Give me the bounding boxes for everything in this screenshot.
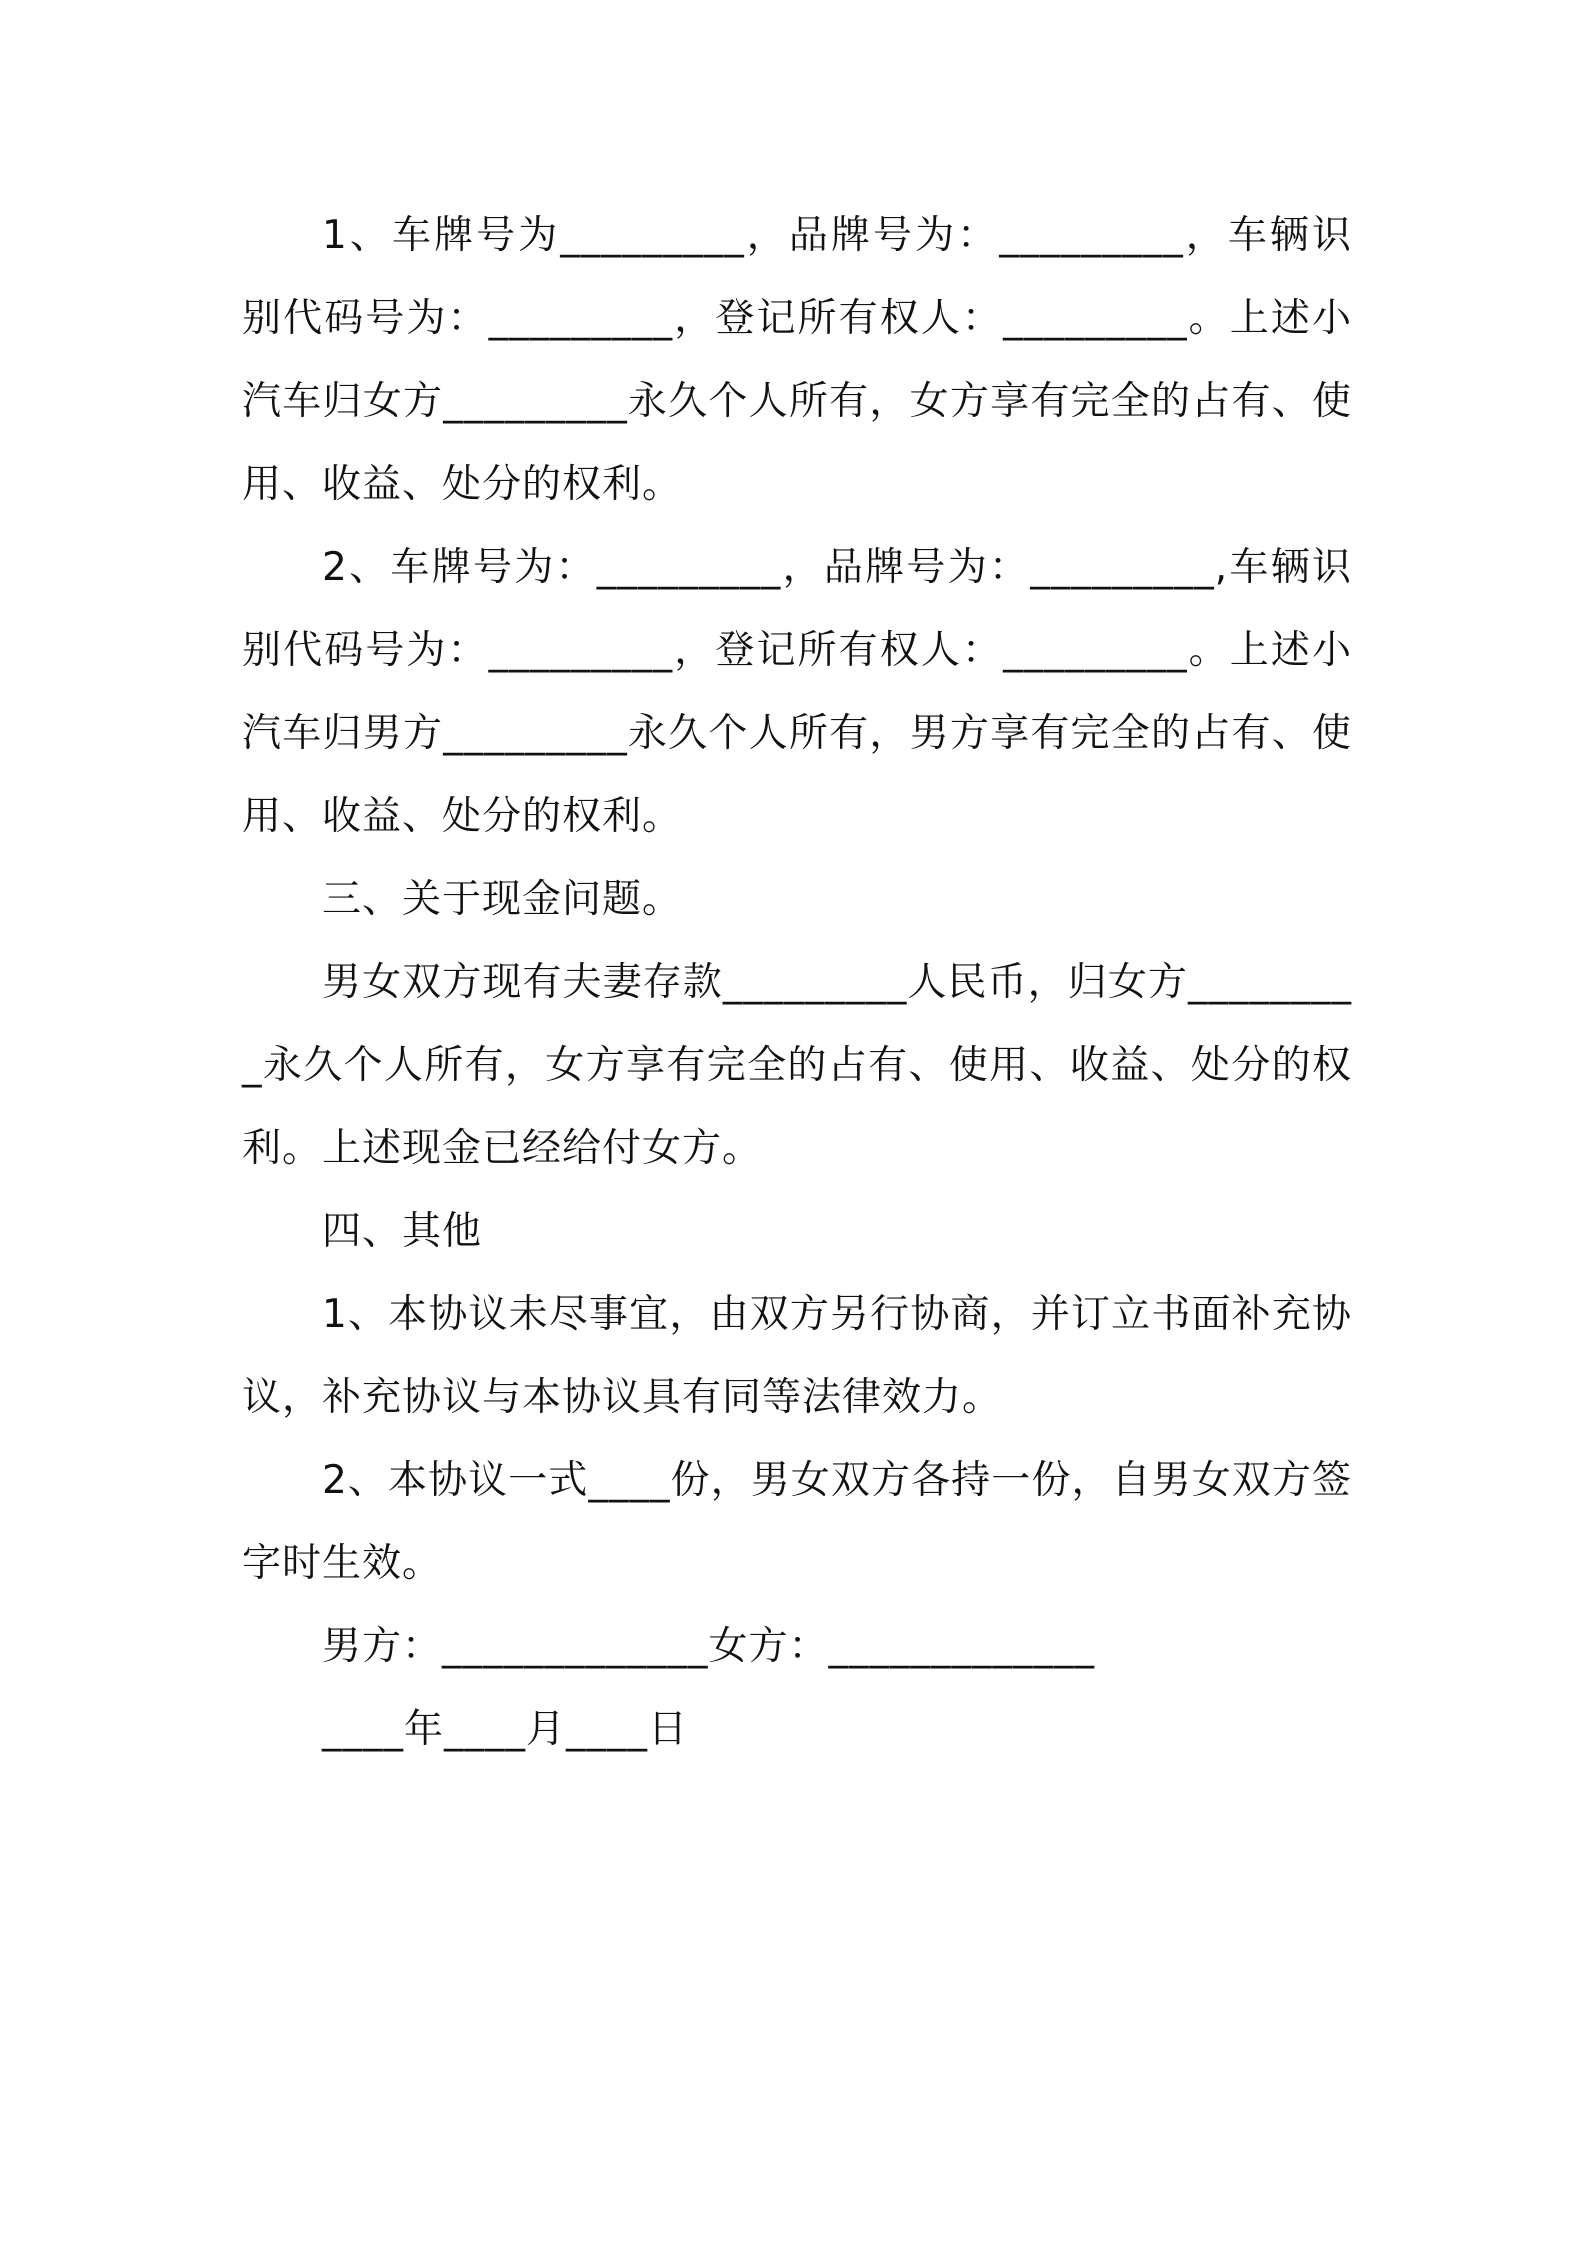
vehicle-clause-1: 1、车牌号为_________，品牌号为：_________，车辆识别代码号为：_________，登记所有权人：_________。上述小汽车归女方_________永久个人所有，女方享有完全的占有、使用、收益、处分的权利。: [242, 213, 1352, 507]
section-heading-other: 四、其他: [322, 1209, 483, 1254]
other-clause-1: 1、本协议未尽事宜，由双方另行协商，并订立书面补充协议，补充协议与本协议具有同等法律效力。: [242, 1292, 1352, 1420]
vehicle-clause-2: 2、车牌号为：_________，品牌号为：_________,车辆识别代码号为：_________，登记所有权人：_________。上述小汽车归男方_________永久个人所有，男方享有完全的占有、使用、收益、处分的权利。: [242, 545, 1352, 839]
signature-line: 男方：_____________女方：_____________: [322, 1624, 1096, 1669]
document-body: [242, 194, 1352, 1771]
date-line: ____年____月____日: [322, 1707, 689, 1752]
section-heading-cash: 三、关于现金问题。: [322, 877, 683, 922]
other-clause-2: 2、本协议一式____份，男女双方各持一份，自男女双方签字时生效。: [242, 1458, 1352, 1586]
cash-clause: 男女双方现有夫妻存款_________人民币，归女方_________永久个人所有，女方享有完全的占有、使用、收益、处分的权利。上述现金已经给付女方。: [242, 960, 1352, 1171]
